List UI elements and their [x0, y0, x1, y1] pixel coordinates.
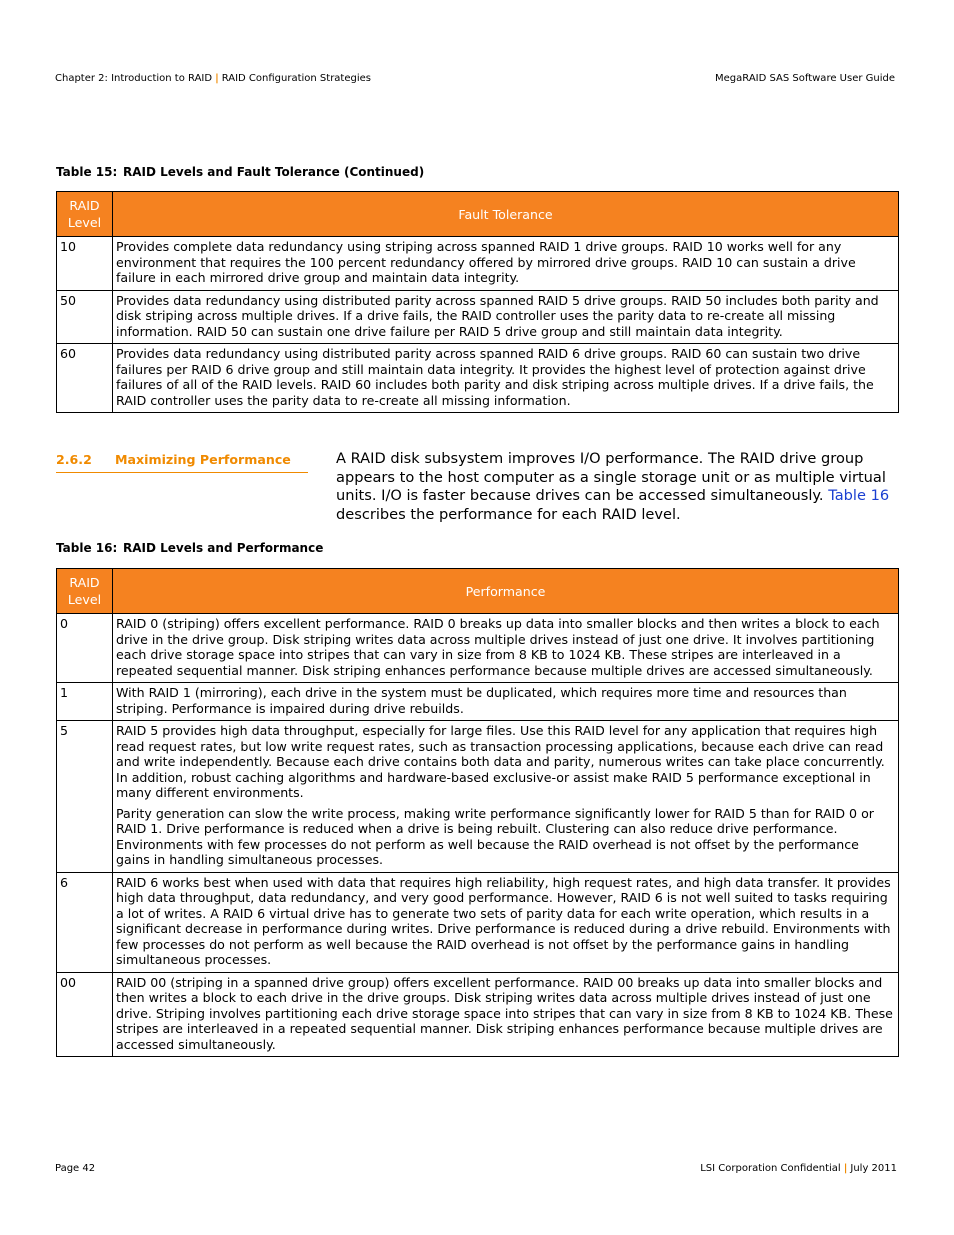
description-paragraph: RAID 0 (striping) offers excellent performance. RAID 0 breaks up data into smaller blocks and then writes a block to each drive in the drive group. Disk striping writes data across multiple drives instead of just one drive. It involves partitioning each drive storage space into stripes that can vary in size from 8 KB to 1024 KB. These stripes are interleaved in a repeated sequential manner. Disk striping enhances performance because multiple drives are accessed simultaneously.	[116, 616, 880, 678]
running-footer-right	[700, 1163, 897, 1174]
description-cell: Provides data redundancy using distributed parity across spanned RAID 5 drive groups. RAID 50 includes both parity and disk striping across multiple drives. If a drive fails, the RAID controller uses the parity data to re-create all missing information. RAID 50 can sustain one drive failure per RAID 5 drive group and still maintain data integrity.	[113, 290, 899, 344]
section-number: 2.6.2	[56, 452, 92, 467]
description-paragraph: RAID 6 works best when used with data that requires high reliability, high request rates, and high data transfer. It provides high data throughput, data redundancy, and very good performance. However, RAID 6 is not well suited to tasks requiring a lot of writes. A RAID 6 virtual drive has to generate two sets of parity data for each write operation, which results in a significant decrease in performance during writes. Drive performance is reduced during a drive rebuild. Environments with few processes do not perform as well because the RAID overhead is not offset by the performance gains in handling simultaneous processes.	[116, 874, 891, 967]
table15	[56, 191, 899, 413]
table15-title: RAID Levels and Fault Tolerance (Continued)	[123, 165, 425, 179]
raid-level-cell: 5	[57, 721, 113, 873]
table16-title: RAID Levels and Performance	[123, 541, 324, 555]
table-row	[57, 972, 899, 1057]
section-title: Maximizing Performance	[115, 452, 291, 467]
description-cell	[113, 872, 899, 972]
footer-page-number: Page 42	[55, 1163, 96, 1174]
header-chapter: Chapter 2: Introduction to RAID	[55, 73, 213, 84]
raid-level-cell: 10	[57, 237, 113, 291]
table15-number: Table 15:	[56, 165, 118, 179]
table16-number: Table 16:	[56, 541, 118, 555]
table-row	[57, 683, 899, 721]
description-cell	[113, 721, 899, 873]
header-guide-title: MegaRAID SAS Software User Guide	[715, 73, 895, 84]
description-paragraph: With RAID 1 (mirroring), each drive in the system must be duplicated, which requires more time and resources than striping. Performance is impaired during drive rebuilds.	[116, 685, 847, 716]
description-cell: Provides data redundancy using distributed parity across spanned RAID 6 drive groups. RAID 60 can sustain two drive failures per RAID 6 drive group and still maintain data integrity. It provides the highest level of protection against drive failures of all of the RAID levels. RAID 60 includes both parity and disk striping across multiple drives. If a drive fails, the RAID controller uses the parity data to re-create all missing information.	[113, 344, 899, 413]
description-cell	[113, 683, 899, 721]
description-paragraph: Parity generation can slow the write process, making write performance significantly lower for RAID 5 than for RAID 0 or RAID 1. Drive performance is reduced when a drive is being rebuilt. Clustering can also reduce drive performance. Environments with few processes do not perform as well because the RAID overhead is not offset by the performance gains in handling simultaneous processes.	[116, 805, 874, 867]
raid-level-cell: 0	[57, 614, 113, 683]
table-row	[57, 344, 899, 413]
raid-level-cell: 60	[57, 344, 113, 413]
body-text-before: A RAID disk subsystem improves I/O performance. The RAID drive group appears to the host computer as a single storage unit or as multiple virtual units. I/O is faster because drives can be accessed simultaneously.	[336, 450, 886, 504]
description-paragraph: RAID 00 (striping in a spanned drive group) offers excellent performance. RAID 00 breaks up data into smaller blocks and then writes a block to each drive in the drive groups. Disk striping writes data across multiple drives instead of just one drive. Striping involves partitioning each drive storage space into stripes that can vary in size from 8 KB to 1024 KB. These stripes are interleaved in a repeated sequential manner. Disk striping enhances performance because multiple drives are accessed simultaneously.	[116, 974, 893, 1052]
body-text-after: describes the performance for each RAID level.	[336, 505, 681, 523]
footer-confidential: LSI Corporation Confidential	[700, 1163, 841, 1174]
table15-col-raid-level: RAID Level	[57, 192, 113, 237]
table-row	[57, 872, 899, 972]
table16-header-row	[57, 569, 899, 614]
table16-col-performance: Performance	[113, 569, 899, 614]
table15-col-fault-tolerance: Fault Tolerance	[113, 192, 899, 237]
table-row	[57, 237, 899, 291]
description-cell: Provides complete data redundancy using striping across spanned RAID 1 drive groups. RAID 10 works well for any environment that requires the 100 percent redundancy offered by mirrored drive groups. RAID 10 can sustain a drive failure in each mirrored drive group and maintain data integrity.	[113, 237, 899, 291]
table16-col-raid-level: RAID Level	[57, 569, 113, 614]
footer-separator: |	[843, 1163, 848, 1174]
table-row	[57, 614, 899, 683]
table15-header-row	[57, 192, 899, 237]
table15-caption	[56, 165, 424, 179]
description-cell	[113, 972, 899, 1057]
table16-link[interactable]: Table 16	[828, 487, 890, 504]
raid-level-cell: 00	[57, 972, 113, 1057]
running-header-left	[55, 73, 371, 84]
header-section: RAID Configuration Strategies	[221, 73, 371, 84]
footer-date: July 2011	[850, 1163, 897, 1174]
section-heading	[56, 452, 308, 473]
description-paragraph: RAID 5 provides high data throughput, especially for large files. Use this RAID level for any application that requires high read request rates, but low write request rates, such as transaction processing applications, because each drive can read and write independently. Because each drive contains both data and parity, numerous writes can take place concurrently. In addition, robust caching algorithms and hardware-based exclusive-or assist make RAID 5 performance exceptional in many different environments.	[116, 723, 885, 800]
table16-caption	[56, 541, 323, 555]
table16	[56, 568, 899, 1057]
description-cell	[113, 614, 899, 683]
header-separator: |	[215, 73, 219, 84]
raid-level-cell: 6	[57, 872, 113, 972]
table-row	[57, 290, 899, 344]
raid-level-cell: 1	[57, 683, 113, 721]
section-body	[336, 450, 898, 524]
raid-level-cell: 50	[57, 290, 113, 344]
table-row	[57, 721, 899, 873]
